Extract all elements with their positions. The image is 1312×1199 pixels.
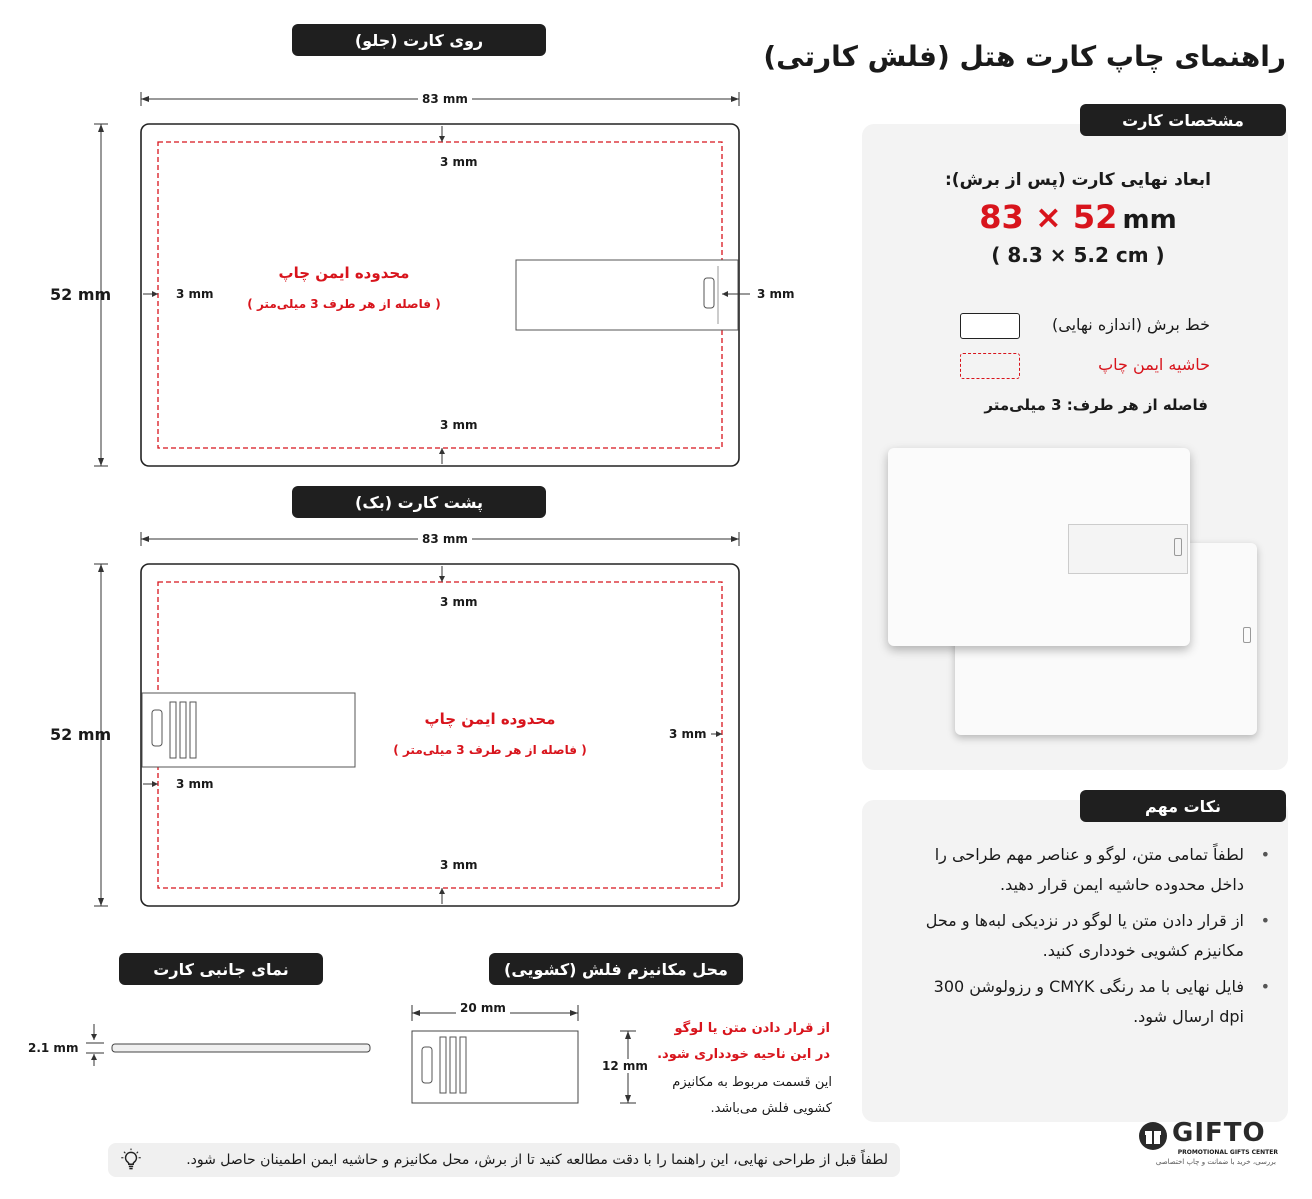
back-safe-title: محدوده ایمن چاپ: [424, 710, 556, 728]
mechanism-diagram: [400, 995, 640, 1115]
mechanism-height-label: 12 mm: [598, 1059, 652, 1073]
page-title: راهنمای چاپ کارت هتل (فلش کارتی): [763, 40, 1286, 73]
mechanism-warning: [640, 1016, 830, 1068]
front-safe-subtitle: ( فاصله از هر طرف 3 میلی‌متر ): [247, 297, 441, 311]
note-item: • لطفاً تمامی متن، لوگو و عناصر مهم طراحی را داخل محدوده حاشیه ایمن قرار دهید.: [912, 840, 1270, 900]
safe-line-swatch: [960, 353, 1020, 379]
gift-icon: [1138, 1121, 1168, 1151]
back-margin-bottom: 3 mm: [440, 858, 478, 872]
cut-line-swatch: [960, 313, 1020, 339]
legend-safe-label: حاشیه ایمن چاپ: [1098, 355, 1210, 374]
notes-list: [912, 840, 1270, 1038]
lightbulb-icon: [118, 1148, 144, 1174]
back-width-label: 83 mm: [418, 532, 472, 546]
card-slot-icon: [1243, 627, 1251, 643]
mechanism-note-line2: کشویی فلش می‌باشد.: [710, 1101, 832, 1116]
mechanism-warning-line2: در این ناحیه خودداری شود.: [657, 1047, 830, 1062]
mechanism-width-label: 20 mm: [456, 1001, 510, 1015]
mechanism-heading: محل مکانیزم فلش (کشویی): [489, 953, 743, 985]
side-view-diagram: [80, 1020, 380, 1070]
notes-heading: نکات مهم: [1080, 790, 1286, 822]
footer-text: لطفاً قبل از طراحی نهایی، این راهنما را با دقت مطالعه کنید تا از برش، محل مکانیزم و حاشیه ایمن اطمینان حاصل شود.: [186, 1152, 888, 1168]
logo-tagline: PROMOTIONAL GIFTS CENTER: [1177, 1149, 1278, 1156]
dims-title: ابعاد نهایی کارت (پس از برش):: [945, 170, 1211, 190]
back-height-label: 52 mm: [50, 725, 112, 744]
front-height-label: 52 mm: [50, 285, 112, 304]
side-view-heading: نمای جانبی کارت: [119, 953, 323, 985]
legend-distance: [960, 396, 1208, 414]
card-photo-front: [888, 448, 1190, 646]
front-safe-title: محدوده ایمن چاپ: [278, 264, 410, 282]
back-margin-right: 3 mm: [665, 727, 711, 741]
front-margin-left: 3 mm: [176, 287, 214, 301]
logo-name: GIFTO: [1172, 1118, 1266, 1148]
back-margin-top: 3 mm: [440, 595, 478, 609]
mechanism-note-line1: این قسمت مربوط به مکانیزم: [672, 1075, 832, 1090]
back-heading: پشت کارت (بک): [292, 486, 546, 518]
front-width-label: 83 mm: [418, 92, 472, 106]
note-item: • از قرار دادن متن یا لوگو در نزدیکی لبه‌ها و محل مکانیزم کشویی خودداری کنید.: [912, 906, 1270, 966]
front-margin-bottom: 3 mm: [440, 418, 478, 432]
card-slot-icon: [1174, 538, 1182, 556]
front-margin-top: 3 mm: [440, 155, 478, 169]
gifto-logo: [1136, 1118, 1288, 1174]
side-thickness-label: 2.1 mm: [28, 1041, 79, 1055]
dims-value: 83 × 52: [979, 198, 1118, 236]
mechanism-note: [640, 1070, 832, 1122]
legend-distance-label: فاصله از هر طرف:: [1066, 396, 1208, 414]
dims-value-row: [868, 198, 1288, 236]
legend-cut-label: خط برش (اندازه نهایی): [1052, 315, 1210, 334]
legend-distance-value: 3 میلی‌متر: [984, 396, 1062, 414]
logo-subtitle: بررسی، خرید با ضمانت و چاپ اختصاصی: [1155, 1158, 1276, 1166]
card-flash-slot: [1068, 524, 1188, 574]
dims-unit: mm: [1122, 205, 1177, 235]
front-margin-right: 3 mm: [753, 287, 799, 301]
back-safe-subtitle: ( فاصله از هر طرف 3 میلی‌متر ): [393, 743, 587, 757]
footer-bar: [108, 1143, 900, 1177]
dims-cm: ( 8.3 × 5.2 cm ): [991, 243, 1165, 267]
back-margin-left: 3 mm: [176, 777, 214, 791]
front-heading: روی کارت (جلو): [292, 24, 546, 56]
mechanism-warning-line1: از قرار دادن متن یا لوگو: [674, 1021, 830, 1036]
specs-heading: مشخصات کارت: [1080, 104, 1286, 136]
note-item: • فایل نهایی با مد رنگی CMYK و رزولوشن 300 dpi ارسال شود.: [912, 972, 1270, 1032]
